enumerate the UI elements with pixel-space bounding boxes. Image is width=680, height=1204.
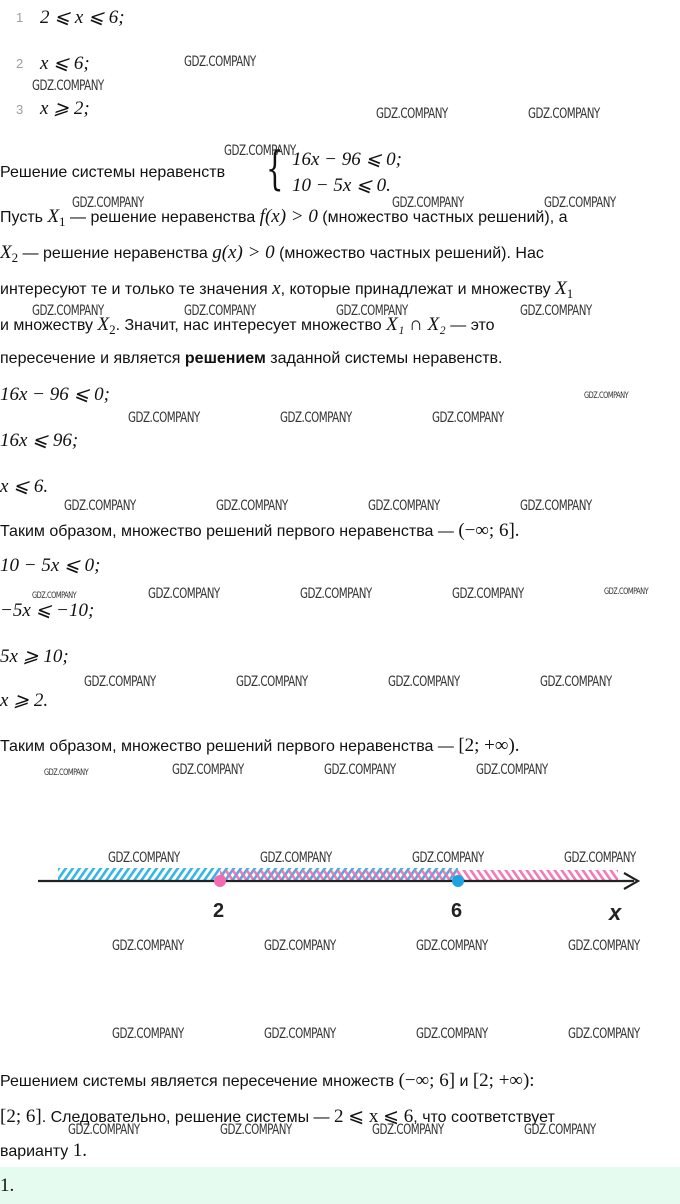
axis-label: x [609,900,622,925]
paragraph-line-4: и множеству $X_2$. Значит, нас интересует множество X₁ ∩ X₂ — это [0,314,495,338]
watermark: GDZ.COMPANY [264,1026,336,1042]
watermark: GDZ.COMPANY [564,850,636,866]
watermark: GDZ.COMPANY [524,1122,596,1138]
watermark: GDZ.COMPANY [68,1122,140,1138]
step2-line-1: 10 − 5x ⩽ 0; [0,555,101,576]
watermark: GDZ.COMPANY [108,850,180,866]
paragraph-line-5: пересечение и является решением заданной системы неравенств. [0,350,503,367]
watermark: GDZ.COMPANY [584,391,629,401]
paragraph-line-2: $X_2$ — решение неравенства g(x) > 0 (множество частных решений). Нас [0,242,544,266]
conclusion-2: Таким образом, множество решений первого неравенства — [2; +∞). [0,735,520,756]
label-2: 2 [213,900,225,922]
point-6 [452,875,464,887]
watermark: GDZ.COMPANY [32,78,104,94]
list-option-3: x ⩾ 2; [40,98,90,119]
step1-line-1: 16x − 96 ⩽ 0; [0,384,111,405]
step2-line-3: 5x ⩾ 10; [0,646,69,667]
watermark: GDZ.COMPANY [568,938,640,954]
step2-line-4: x ⩾ 2. [0,690,49,711]
point-2 [214,875,226,887]
watermark: GDZ.COMPANY [520,498,592,514]
watermark: GDZ.COMPANY [184,54,256,70]
paragraph-line-3: интересуют те и только те значения x, которые принадлежат и множеству $X_1$ [0,278,574,302]
watermark: GDZ.COMPANY [544,195,616,211]
watermark: GDZ.COMPANY [72,195,144,211]
watermark: GDZ.COMPANY [372,1122,444,1138]
watermark: GDZ.COMPANY [220,1122,292,1138]
step1-line-2: 16x ⩽ 96; [0,430,79,451]
watermark: GDZ.COMPANY [224,143,296,159]
final-line-2: [2; 6]. Следовательно, решение системы — 2 ⩽ x ⩽ 6, что соответствует [0,1106,555,1127]
paragraph-line-1: Пусть $X_1$ — решение неравенства f(x) > 0 (множество частных решений), а [0,206,568,230]
watermark: GDZ.COMPANY [112,938,184,954]
watermark: GDZ.COMPANY [452,586,524,602]
watermark: GDZ.COMPANY [172,762,244,778]
watermark: GDZ.COMPANY [432,410,504,426]
watermark: GDZ.COMPANY [32,303,104,319]
watermark: GDZ.COMPANY [260,850,332,866]
label-6: 6 [451,900,463,922]
final-line-1: Решением системы является пересечение множеств (−∞; 6] и [2; +∞): [0,1070,535,1091]
watermark: GDZ.COMPANY [416,938,488,954]
watermark: GDZ.COMPANY [388,674,460,690]
list-number-3: 3 [16,102,24,117]
watermark: GDZ.COMPANY [148,586,220,602]
system-intro: Решение системы неравенств [0,164,226,181]
system-equation-2: 10 − 5x ⩽ 0. [292,175,391,196]
watermark: GDZ.COMPANY [236,674,308,690]
watermark: GDZ.COMPANY [84,674,156,690]
step1-line-3: x ⩽ 6. [0,476,49,497]
watermark: GDZ.COMPANY [32,591,77,601]
watermark: GDZ.COMPANY [324,762,396,778]
answer-box [0,1167,680,1204]
system-brace: { [266,141,284,195]
watermark: GDZ.COMPANY [568,1026,640,1042]
watermark: GDZ.COMPANY [368,498,440,514]
watermark: GDZ.COMPANY [64,498,136,514]
watermark: GDZ.COMPANY [528,106,600,122]
watermark: GDZ.COMPANY [216,498,288,514]
list-option-1: 2 ⩽ x ⩽ 6; [40,7,125,28]
watermark: GDZ.COMPANY [604,587,649,597]
watermark: GDZ.COMPANY [392,195,464,211]
watermark: GDZ.COMPANY [184,303,256,319]
watermark: GDZ.COMPANY [128,410,200,426]
watermark: GDZ.COMPANY [336,303,408,319]
watermark: GDZ.COMPANY [476,762,548,778]
list-option-2: x ⩽ 6; [40,53,90,74]
system-equation-1: 16x − 96 ⩽ 0; [292,149,403,170]
watermark: GDZ.COMPANY [412,850,484,866]
watermark: GDZ.COMPANY [280,410,352,426]
list-number-1: 1 [16,10,24,25]
watermark: GDZ.COMPANY [416,1026,488,1042]
watermark: GDZ.COMPANY [44,768,89,778]
answer-value: 1. [0,1175,15,1196]
watermark: GDZ.COMPANY [300,586,372,602]
step2-line-2: −5x ⩽ −10; [0,600,95,621]
watermark: GDZ.COMPANY [540,674,612,690]
watermark: GDZ.COMPANY [520,303,592,319]
watermark: GDZ.COMPANY [112,1026,184,1042]
final-line-3: варианту 1. [0,1140,87,1161]
watermark: GDZ.COMPANY [264,938,336,954]
conclusion-1: Таким образом, множество решений первого неравенства — (−∞; 6]. [0,520,520,541]
list-number-2: 2 [16,56,24,71]
watermark: GDZ.COMPANY [376,106,448,122]
